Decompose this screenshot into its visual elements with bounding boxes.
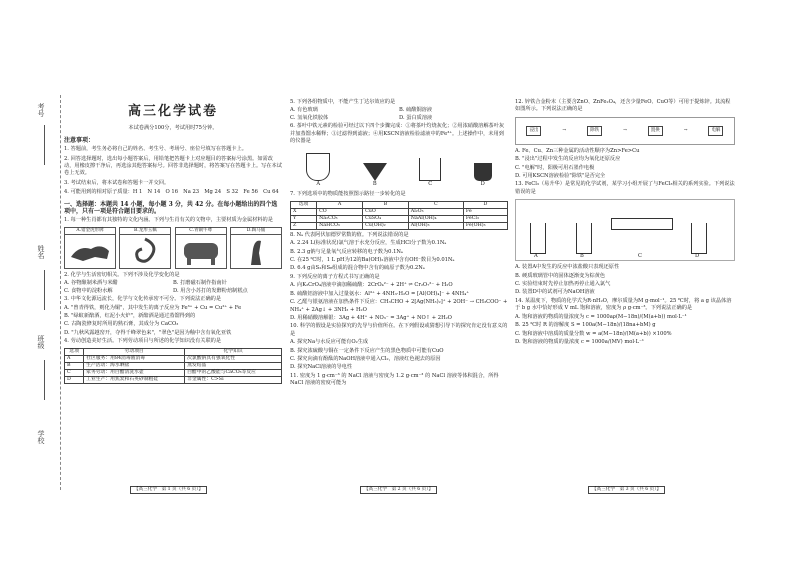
question-3: 3. 中华文化源远流长，化学与文化传承密不可分。下列说法正确的是 [64,296,222,303]
table-row [291,208,508,215]
question-9: 9. 下列反应的离子方程式书写正确的是 [290,273,380,280]
option: B. "绿蚁新醅酒，红泥小火炉"，新醅酒是通过蒸馏得到的 [64,312,196,319]
binding-margin [0,95,61,490]
question-7-table [290,201,508,230]
question-2: 2. 化学与生活密切相关。下列不涉及化学变化的是 [64,271,180,278]
option: B. 硫酸铝溶液中加入过量氨水：Al³⁺ + 4NH₃·H₂O = [Al(OH)₄]⁻ + 4NH₄⁺ [290,290,469,297]
option: A. Fe、Cu、Zn三种金属的活动性顺序为Zn>Fe>Cu [515,147,640,154]
column-page-1 [64,98,282,488]
beaker-icon [419,158,441,181]
table-cell: Fe [463,208,507,215]
table-cell: CuO [363,208,409,215]
option: D. 装置D中的试剂可为NaOH溶液 [515,289,595,296]
question-8: 8. Nₐ 代表阿伏加德罗常数的值。下列说法错误的是 [290,231,409,238]
page-footer-3: 【高三化学 第 3 页（共 6 页）】 [588,486,665,494]
question-13: 13. FeCl₃（易升华）是常见的化学试剂，某学习小组开展了与FeCl₃相关的系列实验。下列说法错误的是 [515,181,735,195]
horse-icon [231,235,281,268]
table-cell: Y [291,215,317,222]
table-header-row [291,201,508,208]
tiger-icon [65,235,115,268]
option: A. 饱和溶液的物质的量浓度为 c = 1000aρ(M−18n)/(M(a+b)) mol·L⁻¹ [515,313,687,320]
table-header: D [463,201,507,208]
option: B. "浸出"过程中发生的反应均为氧化还原反应 [515,156,621,163]
table-row [65,369,282,376]
binding-label-name: 姓名 [37,245,45,259]
option: C. 饱和溶液中溶质的质量分数 w = a(M−18n)/(M(a+b)) ×100% [515,330,672,337]
table-cell: FeCl₃ [463,215,507,222]
table-header: 选项 [65,348,84,355]
table-cell: 家务劳动：用白醋清洗水壶 [84,369,185,376]
table-row [65,355,282,362]
option: A. 2.24 L(标准状况)氯气溶于水充分反应，生成HCl分子数为0.1Nₐ [290,240,447,247]
flow-step: 浸出 [526,126,541,135]
wash-bottle-icon [576,223,592,254]
table-cell: CuSO₄ [363,215,409,222]
table-header: A [317,201,363,208]
table-cell: 次氯酸钠具有强氧化性 [185,355,282,362]
section-heading: 一、选择题：本题共 14 小题，每小题 3 分，共 42 分。在每小题给出的四个选项中，只有一项是符合题目要求的。 [64,200,278,216]
crucible-icon [474,163,492,181]
page-footer-1: 【高三化学 第 1 页（共 6 页）】 [130,486,207,494]
table-header: 选项 [291,201,317,208]
binding-label-exam-number: 考号 [37,103,45,117]
option: A. 探究Na与水反应可能有O₂生成 [290,339,369,346]
table-row [65,376,282,383]
note-item: 3. 考试结束后，将本试卷和答题卡一并交回。 [64,179,170,186]
apparatus-label: B [580,252,584,259]
table-cell: NaHCO₃ [317,222,363,229]
apparatus-label: C [638,252,642,259]
question-14: 14. 某温度下，物质的化学式为R·nH₂O，摩尔质量为M g·mol⁻¹。25 ℃时，将 a g 该晶体溶于 b g 水中恰好形成 V mL 饱和溶液，密度为 ρ g·cm⁻³。下列说法正确的是 [515,297,732,312]
option: C. 在25 ℃时，1 L pH为12的Ba(OH)₂溶液中含有OH⁻数目为0.01Nₐ [290,257,455,264]
option: C. 食物中的淀粉水解 [64,287,113,294]
table-header: 劳动项目 [84,348,185,355]
option: D. "九秋风露越窑开，夺得千峰翠色来"，"翠色"是因为釉中含有氧化亚铁 [64,329,232,336]
table-cell: A [65,355,84,362]
table-cell: Z [291,222,317,229]
option: D. 用含小苏打的发酵粉焙制糕点 [173,287,248,294]
glass-tube-icon [611,218,673,230]
option: D. 6.4 g由S₂和S₈组成的混合物中含有的硫原子数为0.2Nₐ [290,265,425,272]
binding-label-class: 班级 [37,335,45,349]
apparatus-label: B [372,181,377,188]
question-12: 12. 锌铁合金粉末（主要含ZnO、ZnFe₂O₄，还含少量FeO、CuO等）可用于提炼锌。其流程如图所示。下列说法正确的是 [515,99,731,113]
process-flowchart: 浸出 → 除铁 → 置换 → 电解 [515,117,735,145]
question-10: 10. 科学的假设是实验探究的先导与价值所在。在下列假设或猜想引导下的探究肯定没有意义的是 [290,323,508,337]
notes-heading: 注意事项： [64,136,95,144]
question-6: 6. 茶叶中铁元素的检验可经过以下四个步骤完成：①将茶叶灼烧灰化；②用浓硝酸溶解茶叶灰并加蒸馏水稀释；③过滤得到滤液；④用KSCN溶液检验滤液中的Fe³⁺。上述操作中，未用到的仪器是 [290,123,505,145]
flow-step: 电解 [708,126,723,135]
table-cell: 社区服务：用84消毒液消毒 [84,355,185,362]
ox-icon [176,235,226,268]
table-header: 化学知识 [185,348,282,355]
table-cell: X [291,208,317,215]
table-header-row [65,348,282,355]
option: B. 硬质玻璃管中的固体逐渐变为棕黄色 [515,272,606,279]
table-cell: 非金属性：C>Si [185,376,282,383]
question-4-table [64,348,282,384]
exam-title: 高三化学试卷 [127,104,218,119]
question-1: 1. 每一种生肖都有其独特的文化内涵。下列与生肖有关的文物中，主要材质为金属材料的是 [64,217,273,224]
table-cell: 工业生产：用焦炭和石英砂制粗硅 [84,376,185,383]
table-cell: Al₂O₃ [408,208,463,215]
table-cell: C [65,369,84,376]
option: B. 2.3 g钠与足量氧气反应转移的电子数为0.1Nₐ [290,248,403,255]
option: C. 氢氧化铁胶体 [290,114,329,121]
note-item: 1. 答题前，考生务必将自己的姓名、考生号、考场号、座位号填写在答题卡上。 [64,146,247,153]
option: D. 蛋白质溶液 [399,114,433,121]
reaction-flask-icon [530,223,546,254]
table-header: B [363,201,409,208]
option: C. 探究向滴有酚酞的NaOH溶液中通入Cl₂，溶液红色褪去的原因 [290,355,441,362]
table-cell: Al(OH)₃ [408,222,463,229]
option: A. 谷物酿制米酒与米醋 [64,280,118,287]
artifact-image-tiger: A.错金虎形牌 [64,227,116,269]
experiment-apparatus [515,199,735,261]
artifact-image-dragon: B.龙形玉佩 [119,227,171,269]
apparatus-label: A [316,181,321,188]
question-7: 7. 下列选项中的物质能按照图示路径一步转化的是 [290,191,406,198]
question-1-images [64,227,282,269]
table-header: C [408,201,463,208]
note-item: 2. 回答选择题时，选出每小题答案后，用铅笔把答题卡上对应题目的答案标号涂黑。如需改动，用橡皮擦干净后，再选涂其他答案标号。回答非选择题时，将答案写在答题卡上。写在本试卷上无效。 [64,155,282,177]
question-11: 11. 密度为 1 g·cm⁻³ 的 NaCl 溶液与密度为 1.2 g·cm⁻³ 的 NaCl 溶液等体积混合，所得 NaCl 溶液的密度可能为 [290,372,499,387]
absorber-bottle-icon [691,223,707,254]
page-footer-2: 【高三化学 第 2 页（共 6 页）】 [360,486,437,494]
table-row [65,362,282,369]
option: B. 25 ℃时 R 的溶解度 S = 100a(M−18n)/(18na+bM) g [515,322,656,329]
table-cell: D [65,376,84,383]
apparatus-label: D [480,181,485,188]
table-row [291,222,508,229]
flow-step: 置换 [648,126,663,135]
option: A. "曾青得铁，则化为铜"，其中发生的离子反应为 Fe³⁺ + Cu = Cu²⁺ + Fe [64,304,242,311]
binding-label-school: 学校 [37,430,45,444]
option: A. 装置A中发生的反应中浓盐酸只表现还原性 [515,264,620,271]
table-cell: 生产活动：海水晒盐 [84,362,185,369]
column-page-2 [290,98,508,488]
flow-step: 除铁 [587,126,602,135]
table-cell: Fe(OH)₃ [463,222,507,229]
dragon-icon [120,235,170,268]
table-cell: CO [317,208,363,215]
option: B. 探究浓硫酸与铜在一定条件下反应产生的黑色物质中可能有CuO [290,347,444,354]
question-5-options [290,107,508,122]
option: D. 用稀硝酸溶解银：3Ag + 4H⁺ + NO₃⁻ = 3Ag⁺ + NO↑ + 2H₂O [290,314,452,321]
apparatus-label: D [695,252,700,259]
option: C. 古陶瓷修复时所用的熟石膏，其成分为 CaCO₃ [64,321,179,328]
binding-line [44,360,45,400]
artifact-image-ox: C.青铜牛尊 [175,227,227,269]
table-cell: 白醋中的乙酸能与CaCO₃等反应 [185,369,282,376]
table-cell: NaAl(OH)₄ [408,215,463,222]
artifact-image-horse: D.陶马俑 [230,227,282,269]
apparatus-label: C [428,181,433,188]
option: C. 实验结束时先停止加热再停止通入氯气 [515,281,611,288]
option: C. 乙醛与银氨溶液在加热条件下反应：CH₃CHO + 2[Ag(NH₃)₂]⁺ + 2OH⁻ → CH₃COO⁻ + NH₄⁺ + 2Ag↓ + 3NH₃ + H₂O [290,299,508,313]
option: A. 向K₂CrO₄溶液中滴加稀硫酸：2CrO₄²⁻ + 2H⁺ ⇌ Cr₂O₇²⁻ + H₂O [290,282,453,289]
option: D. 可用KSCN溶液检验"除铁"是否完全 [515,173,606,180]
option: C. "电解"时，阳极可用石墨作电极 [515,164,595,171]
table-row [291,215,508,222]
table-cell: Na₂CO₃ [317,215,363,222]
table-cell: B [65,362,84,369]
option: B. 打磨磁石制作指南针 [173,280,227,287]
question-2-options [64,280,282,295]
flask-icon [306,153,330,181]
column-page-3 [515,98,735,488]
note-item: 4. 可能用到的相对原子质量：H 1 N 14 O 16 Na 23 Mg 24 S 32 Fe 56 Cu 64 [64,189,279,196]
table-cell: Cu(OH)₂ [363,222,409,229]
question-5: 5. 下列各组物质中，不能产生丁达尔效应的是 [290,99,396,105]
exam-subtitle: 本试卷满分100分，考试用时75分钟。 [128,125,218,132]
binding-line [44,125,45,165]
apparatus-label: A [534,252,538,259]
option: A. 有色玻璃 [290,107,318,114]
binding-line [44,270,45,310]
table-cell: 蒸发结晶 [185,362,282,369]
question-6-apparatus [290,148,508,188]
option: D. 探究NaCl溶液的导电性 [290,364,353,371]
funnel-icon [363,163,387,181]
option: D. 饱和溶液的物质的量浓度 c = 1000a/(MV) mol·L⁻¹ [515,338,644,345]
option: B. 硫酸铜溶液 [399,107,433,114]
question-4: 4. 劳动创造美好生活。下列劳动项目与所述的化学知识没有关联的是 [64,338,222,345]
